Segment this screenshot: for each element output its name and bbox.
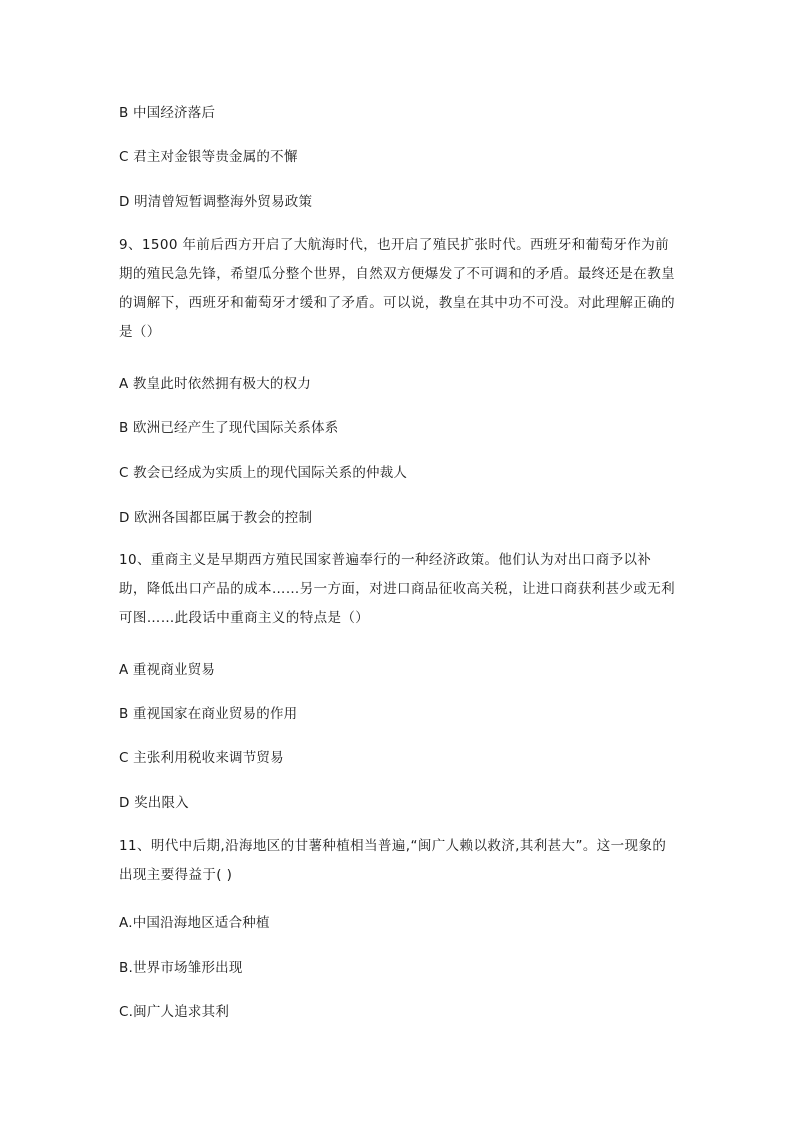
q11-stem: 11、明代中后期,沿海地区的甘薯种植相当普遍,“闽广人赖以救济,其利甚大”。这一现象的出现主要得益于( ) [119,838,667,883]
q9-option-c: C 教会已经成为实质上的现代国际关系的仲裁人 [119,465,408,481]
q11-option-b: B.世界市场雏形出现 [119,960,243,976]
q11-option-a: A.中国沿海地区适合种植 [119,915,270,931]
q9-stem: 9、1500 年前后西方开启了大航海时代，也开启了殖民扩张时代。西班牙和葡萄牙作为前期的殖民急先锋，希望瓜分整个世界，自然双方便爆发了不可调和的矛盾。最终还是在教皇的调解下，西班牙和葡萄牙才缓和了矛盾。可以说，教皇在其中功不可没。对此理解正确的是（） [119,237,675,340]
q9-option-a: A 教皇此时依然拥有极大的权力 [119,376,312,392]
q10-option-a: A 重视商业贸易 [119,662,216,678]
q8-option-d: D 明清曾短暂调整海外贸易政策 [119,194,313,210]
q10-option-c: C 主张利用税收来调节贸易 [119,750,284,766]
q10-option-b: B 重视国家在商业贸易的作用 [119,706,298,722]
q10-option-d: D 奖出限入 [119,795,189,811]
q8-option-b: B 中国经济落后 [119,105,216,121]
q10-stem: 10、重商主义是早期西方殖民国家普遍奉行的一种经济政策。他们认为对出口商予以补助，降低出口产品的成本……另一方面，对进口商品征收高关税，让进口商获利甚少或无利可图……此段话中重商主义的特点是（） [119,552,675,626]
q9-option-b: B 欧洲已经产生了现代国际关系体系 [119,420,339,436]
q9-option-d: D 欧洲各国都臣属于教会的控制 [119,510,313,526]
q11-option-c: C.闽广人追求其利 [119,1004,230,1020]
q8-option-c: C 君主对金银等贵金属的不懈 [119,149,298,165]
